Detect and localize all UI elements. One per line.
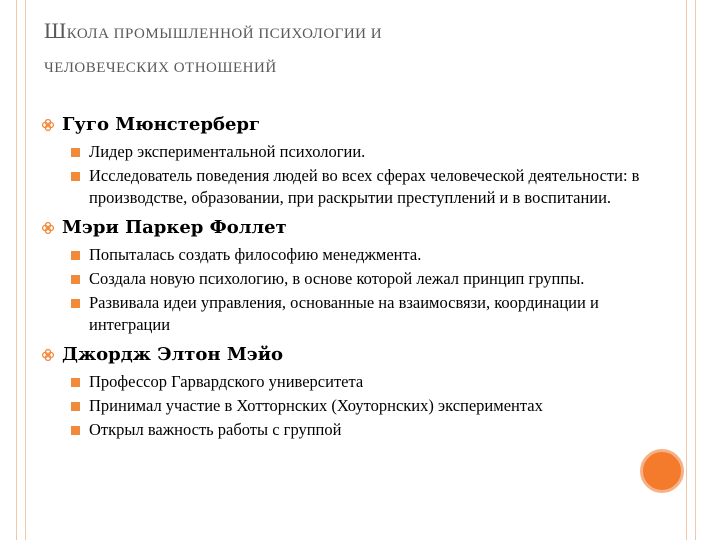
- section-heading-text: Гуго Мюнстерберг: [62, 114, 261, 135]
- orange-circle-decoration: [640, 449, 684, 493]
- list-item: Попыталась создать философию менеджмента.: [89, 244, 642, 266]
- section-heading: [42, 112, 642, 138]
- title-line-2: ЧЕЛОВЕЧЕСКИХ ОТНОШЕНИЙ: [44, 60, 277, 76]
- section-follett: [42, 215, 642, 336]
- list-item: Открыл важность работы с группой: [89, 419, 642, 441]
- section-munsterberg: [42, 112, 642, 209]
- quatrefoil-bullet-icon: [42, 119, 54, 131]
- list-item: Лидер экспериментальной психологии.: [89, 141, 642, 163]
- list-item: Развивала идеи управления, основанные на взаимосвязи, координации и интеграции: [89, 292, 642, 336]
- section-heading: [42, 215, 642, 241]
- left-frame-decoration: [16, 0, 26, 540]
- section-mayo: [42, 342, 642, 441]
- list-item: Исследователь поведения людей во всех сферах человеческой деятельности: в производстве, образовании, при раскрытии преступлений и в воспитании.: [89, 165, 642, 209]
- bullet-list: [42, 244, 642, 336]
- bullet-list: [42, 371, 642, 441]
- title-line-1-text: КОЛА ПРОМЫШЛЕННОЙ ПСИХОЛОГИИ И: [66, 26, 383, 42]
- section-heading-text: Джордж Элтон Мэйо: [62, 344, 284, 365]
- list-item: Профессор Гарвардского университета: [89, 371, 642, 393]
- list-item: Создала новую психологию, в основе которой лежал принцип группы.: [89, 268, 642, 290]
- quatrefoil-bullet-icon: [42, 349, 54, 361]
- list-item: Принимал участие в Хотторнских (Хоуторнских) экспериментах: [89, 395, 642, 417]
- right-frame-decoration: [686, 0, 696, 540]
- title-line-1: [44, 14, 644, 51]
- bullet-list: [42, 141, 642, 209]
- slide-content: [42, 112, 642, 447]
- slide-title: [44, 14, 644, 85]
- section-heading-text: Мэри Паркер Фоллет: [62, 217, 287, 238]
- section-heading: [42, 342, 642, 368]
- quatrefoil-bullet-icon: [42, 222, 54, 234]
- title-initial: Ш: [44, 18, 67, 43]
